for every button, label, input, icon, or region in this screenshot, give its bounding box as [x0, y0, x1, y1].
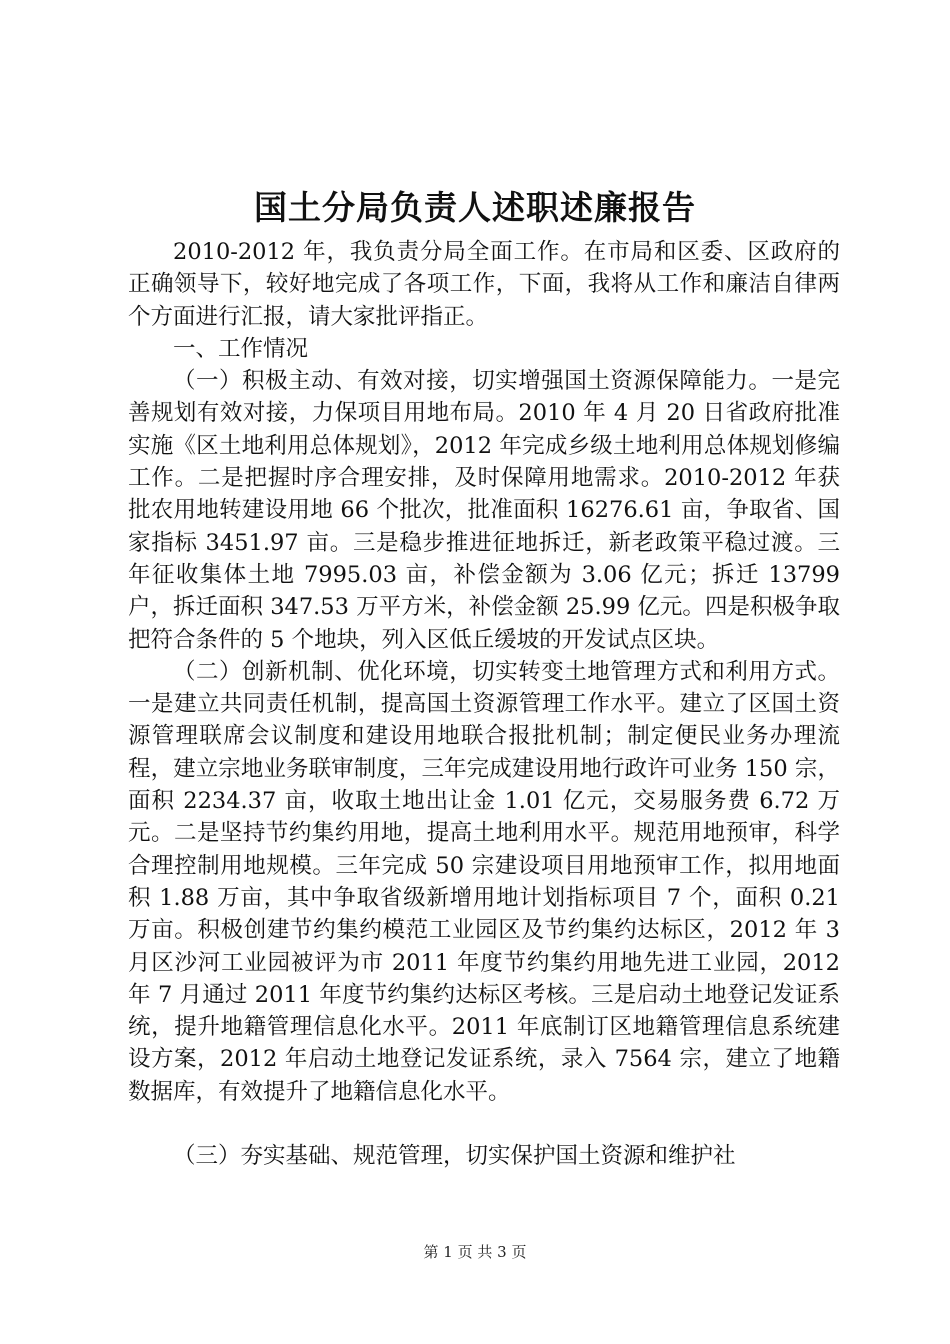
paragraph-spacer	[128, 1108, 840, 1140]
paragraph-section-3: （三）夯实基础、规范管理，切实保护国土资源和维护社	[173, 1143, 736, 1170]
intro-paragraph: 2010-2012 年，我负责分局全面工作。在市局和区委、区政府的正确领导下，较好地完成了各项工作，下面，我将从工作和廉洁自律两个方面进行汇报，请大家批评指正。	[128, 239, 840, 330]
page-footer: 第 1 页 共 3 页	[423, 1243, 527, 1261]
document-body	[128, 236, 840, 1172]
paragraph-section-2: （二）创新机制、优化环境，切实转变土地管理方式和利用方式。一是建立共同责任机制，提高国土资源管理工作水平。建立了区国土资源管理联席会议制度和建设用地联合报批机制；制定便民业务办理流程，建立宗地业务联审制度，三年完成建设用地行政许可业务 150 宗，面积 2234.37 亩，收取土地出让金 1.01 亿元，交易服务费 6.72 万元。二是坚持节约集约用地，提高土地利用水平。规范用地预审，科学合理控制用地规模。三年完成 50 宗建设项目用地预审工作，拟用地面积 1.88 万亩，其中争取省级新增用地计划指标项目 7 个，面积 0.21 万亩。积极创建节约集约模范工业园区及节约集约达标区，2012 年 3 月区沙河工业园被评为市 2011 年度节约集约用地先进工业园，2012 年 7 月通过 2011 年度节约集约达标区考核。三是启动土地登记发证系统，提升地籍管理信息化水平。2011 年底制订区地籍管理信息系统建设方案，2012 年启动土地登记发证系统，录入 7564 宗，建立了地籍数据库，有效提升了地籍信息化水平。	[128, 658, 840, 1105]
document-title: 国土分局负责人述职述廉报告	[254, 188, 696, 227]
paragraph-section-1: （一）积极主动、有效对接，切实增强国土资源保障能力。一是完善规划有效对接，力保项目用地布局。2010 年 4 月 20 日省政府批准实施《区土地利用总体规划》，2012 年完成乡级土地利用总体规划修编工作。二是把握时序合理安排，及时保障用地需求。2010-2012 年获批农用地转建设用地 66 个批次，批准面积 16276.61 亩，争取省、国家指标 3451.97 亩。三是稳步推进征地拆迁，新老政策平稳过渡。三年征收集体土地 7995.03 亩，补偿金额为 3.06 亿元；拆迁 13799 户，拆迁面积 347.53 万平方米，补偿金额 25.99 亿元。四是积极争取把符合条件的 5 个地块，列入区低丘缓坡的开发试点区块。	[128, 368, 840, 653]
section-heading-work: 一、工作情况	[173, 335, 309, 362]
